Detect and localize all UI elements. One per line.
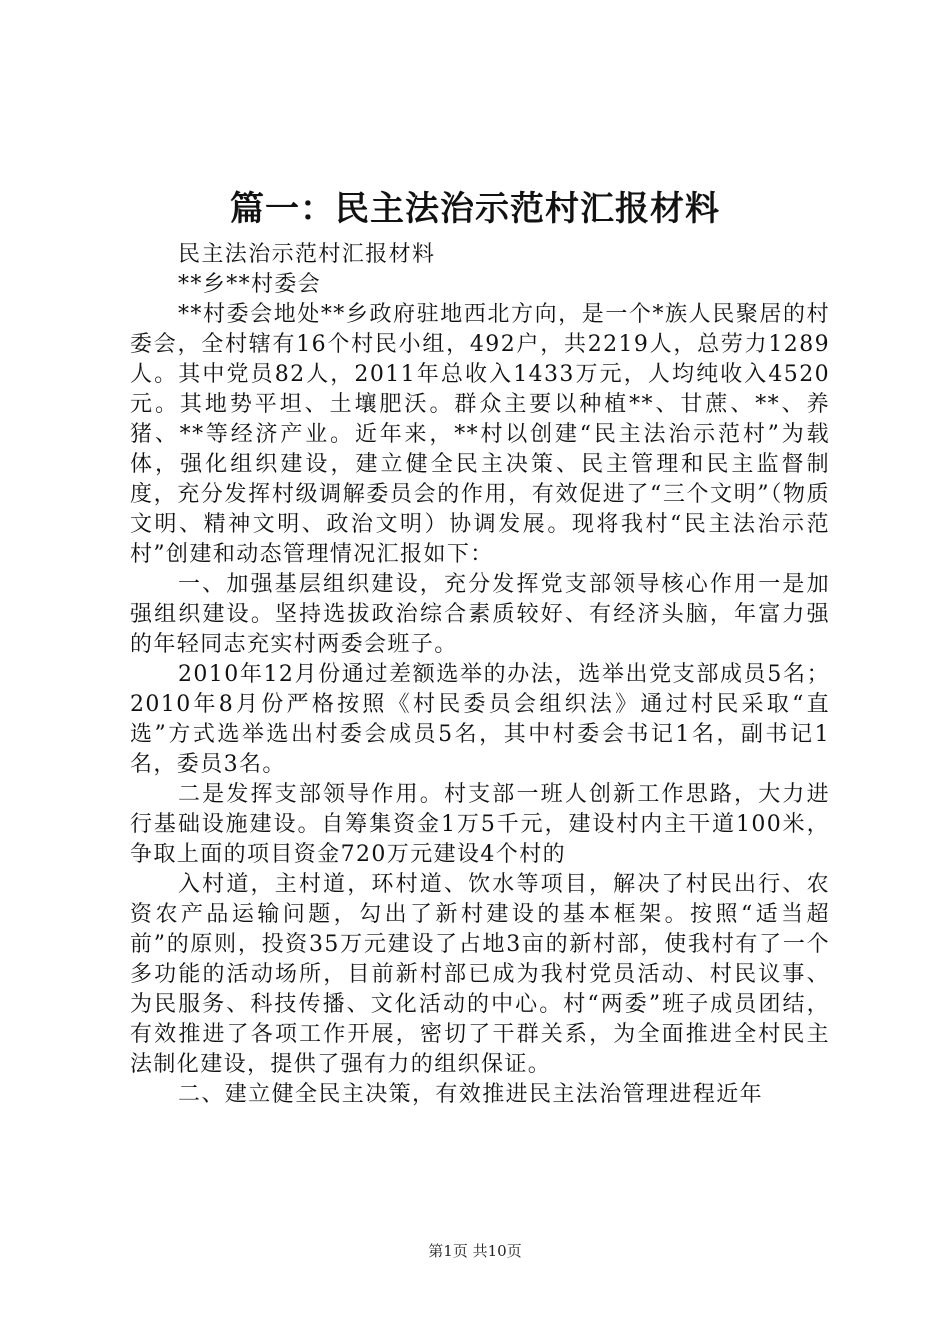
paragraph-section-one: 一、加强基层组织建设，充分发挥党支部领导核心作用一是加强组织建设。坚持选拔政治综合素质较好、有经济头脑，年富力强的年轻同志充实村两委会班子。 [130, 572, 830, 657]
paragraph-infrastructure: 入村道，主村道，环村道、饮水等项目，解决了村民出行、农资农产品运输问题，勾出了新村建设的基本框架。按照“适当超前”的原则，投资35万元建设了占地3亩的新村部，使我村有了一个多功能的活动场所，目前新村部已成为我村党员活动、村民议事、为民服务、科技传播、文化活动的中心。村“两委”班子成员团结，有效推进了各项工作开展，密切了干群关系，为全面推进全村民主法制化建设，提供了强有力的组织保证。 [130, 872, 830, 1077]
document-body [130, 240, 830, 1110]
paragraph-elections: 2010年12月份通过差额选举的办法，选举出党支部成员5名；2010年8月份严格按照《村民委员会组织法》通过村民采取“直选”方式选举选出村委会成员5名，其中村委会书记1名，副书记1名，委员3名。 [130, 662, 830, 777]
paragraph-intro: **村委会地处**乡政府驻地西北方向，是一个*族人民聚居的村委会，全村辖有16个村民小组，492户，共2219人，总劳力1289人。其中党员82人，2011年总收入1433万元，人均纯收入4520元。其地势平坦、土壤肥沃。群众主要以种植**、甘蔗、**、养猪、**等经济产业。近年来，**村以创建“民主法治示范村”为载体，强化组织建设，建立健全民主决策、民主管理和民主监督制度，充分发挥村级调解委员会的作用，有效促进了“三个文明”（物质文明、精神文明、政治文明）协调发展。现将我村“民主法治示范村”创建和动态管理情况汇报如下： [130, 302, 830, 567]
paragraph-subtitle: 民主法治示范村汇报材料 [178, 242, 436, 267]
paragraph-author: **乡**村委会 [178, 272, 322, 297]
page-number-footer: 第1页 共10页 [428, 1242, 522, 1260]
page-title: 篇一：民主法治示范村汇报材料 [230, 189, 720, 229]
paragraph-leadership: 二是发挥支部领导作用。村支部一班人创新工作思路，大力进行基础设施建设。自筹集资金1万5千元，建设村内主干道100米，争取上面的项目资金720万元建设4个村的 [130, 782, 830, 867]
paragraph-section-two: 二、建立健全民主决策，有效推进民主法治管理进程近年 [178, 1082, 764, 1107]
